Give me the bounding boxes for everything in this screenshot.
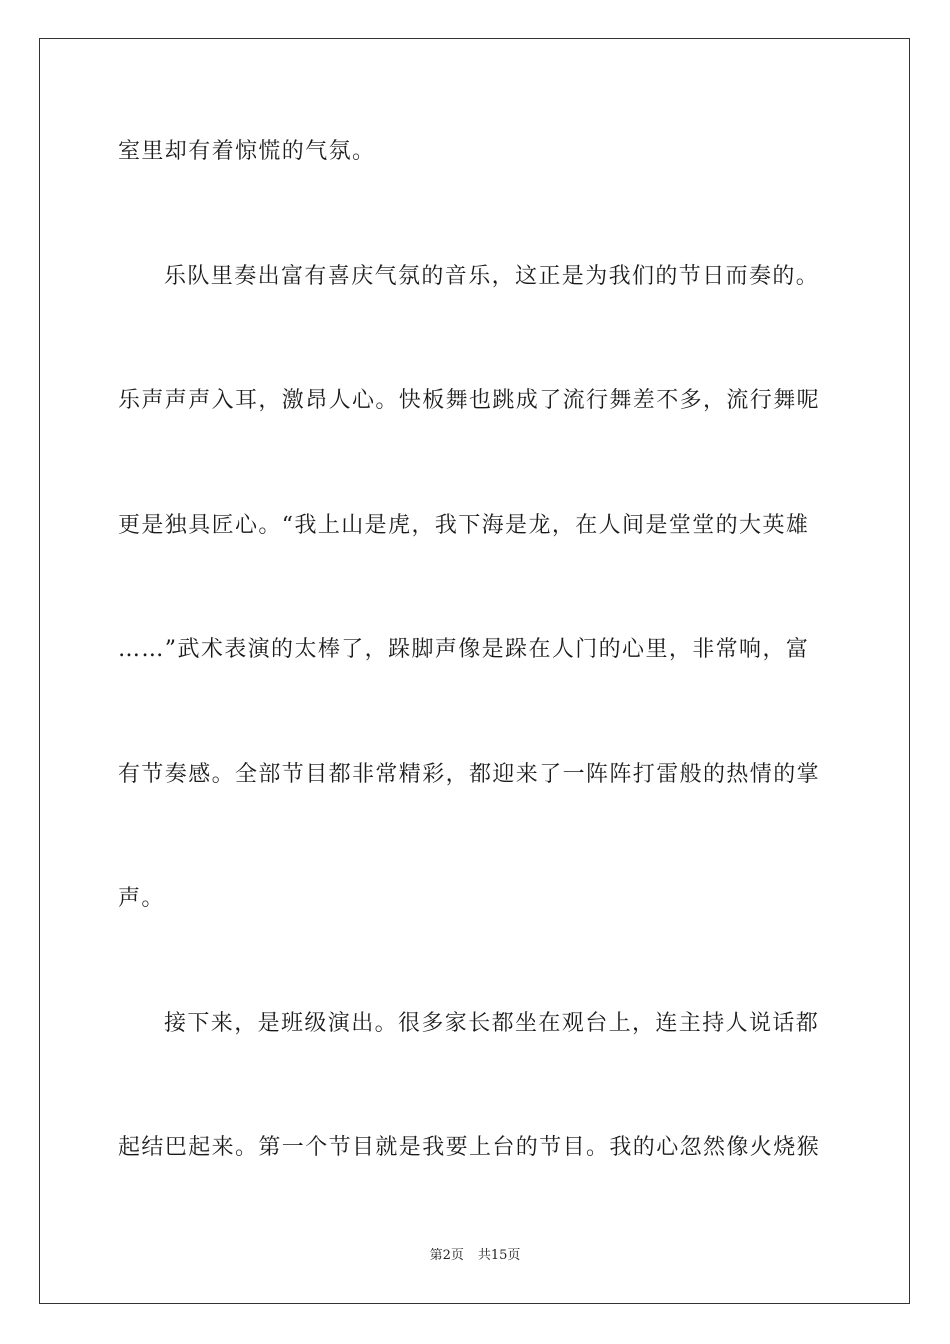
text-line: 室里却有着惊慌的气氛。: [118, 139, 376, 164]
text-line: 乐声声声入耳，激昂人心。快板舞也跳成了流行舞差不多，流行舞呢: [118, 388, 821, 413]
text-line: 起结巴起来。第一个节目就是我要上台的节目。我的心忽然像火烧猴: [118, 1135, 821, 1160]
page-total: 共15页: [477, 1248, 521, 1263]
text-line: 乐队里奏出富有喜庆气氛的音乐，这正是为我们的节日而奏的。: [164, 264, 820, 289]
text-line: 声。: [118, 886, 165, 911]
text-line: 更是独具匠心。“我上山是虎，我下海是龙，在人间是堂堂的大英雄: [118, 513, 810, 538]
page-border: [39, 38, 910, 1304]
page-footer: [0, 1247, 950, 1265]
text-line: 接下来，是班级演出。很多家长都坐在观台上，连主持人说话都: [164, 1011, 820, 1036]
text-line: ……”武术表演的太棒了，跺脚声像是跺在人门的心里，非常响，富: [118, 637, 810, 662]
text-line: 有节奏感。全部节目都非常精彩，都迎来了一阵阵打雷般的热情的掌: [118, 762, 821, 787]
page-number: 第2页: [429, 1248, 464, 1263]
